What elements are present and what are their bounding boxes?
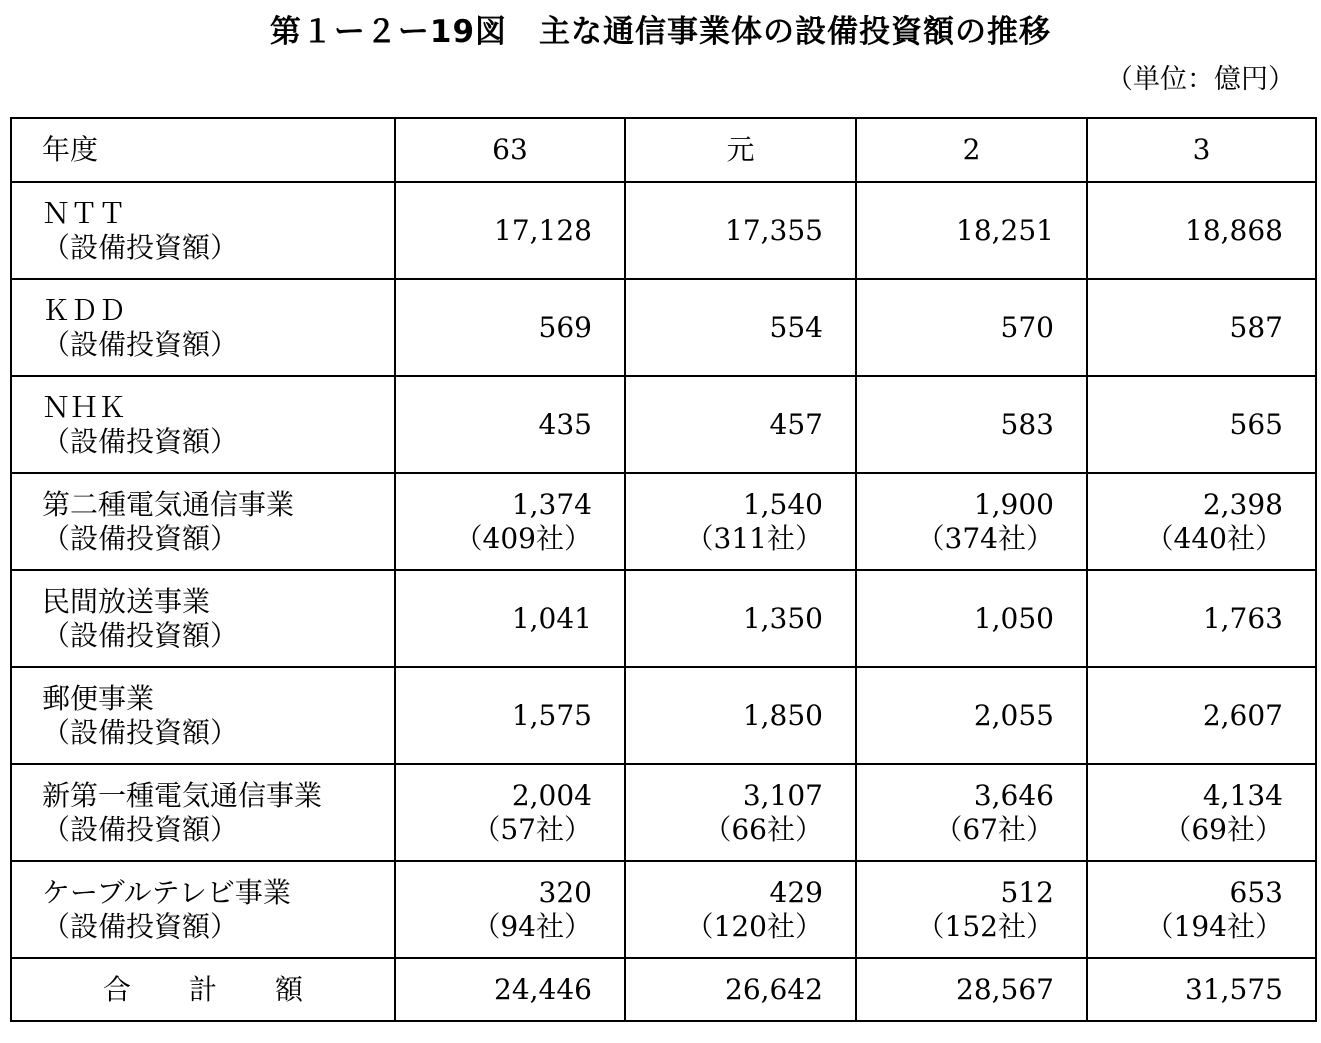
investment-value: 1,763 xyxy=(1202,601,1283,635)
row-name: ケーブルテレビ事業 xyxy=(42,875,291,909)
row-label-cell xyxy=(11,667,395,764)
unit-label: （単位：億円） xyxy=(1106,64,1295,95)
investment-value: 1,575 xyxy=(511,698,592,732)
company-count: （194社） xyxy=(1145,909,1283,943)
value-cell xyxy=(1087,861,1316,958)
value-cell xyxy=(625,376,856,473)
investment-value: 583 xyxy=(1000,407,1054,441)
value-cell xyxy=(395,279,625,376)
investment-value: 2,398 xyxy=(1202,487,1283,521)
total-value: 28,567 xyxy=(856,958,1087,1021)
row-subtitle: （設備投資額） xyxy=(42,424,239,458)
investment-value: 2,055 xyxy=(973,698,1054,732)
value-cell xyxy=(395,570,625,667)
company-count: （311社） xyxy=(685,521,823,555)
investment-value: 17,128 xyxy=(494,213,592,247)
value-cell xyxy=(856,182,1087,279)
year-header-cell xyxy=(11,118,395,182)
investment-value: 569 xyxy=(538,310,592,344)
company-count: （57社） xyxy=(472,812,592,846)
value-cell xyxy=(625,764,856,861)
total-value: 31,575 xyxy=(1087,958,1316,1021)
year-header-gan: 元 xyxy=(625,118,856,182)
row-name: 民間放送事業 xyxy=(42,584,211,618)
investment-value: 653 xyxy=(1229,875,1283,909)
value-cell xyxy=(1087,667,1316,764)
investment-value: 570 xyxy=(1000,310,1054,344)
investment-value: 1,850 xyxy=(742,698,823,732)
total-value: 24,446 xyxy=(395,958,625,1021)
year-header-63: 63 xyxy=(395,118,625,182)
value-cell xyxy=(1087,764,1316,861)
row-label-cell xyxy=(11,570,395,667)
company-count: （66社） xyxy=(703,812,823,846)
company-count: （374社） xyxy=(916,521,1054,555)
row-subtitle: （設備投資額） xyxy=(42,812,239,846)
row-subtitle: （設備投資額） xyxy=(42,618,239,652)
investment-value: 3,107 xyxy=(742,778,823,812)
year-header-2: 2 xyxy=(856,118,1087,182)
value-cell xyxy=(1087,279,1316,376)
value-cell xyxy=(1087,182,1316,279)
value-cell xyxy=(856,570,1087,667)
table-row xyxy=(11,376,1316,473)
row-subtitle: （設備投資額） xyxy=(42,327,239,361)
total-label: 合計額 xyxy=(11,958,395,1021)
table-row xyxy=(11,570,1316,667)
total-row xyxy=(11,958,1316,1021)
investment-value: 512 xyxy=(1000,875,1054,909)
row-name: 新第一種電気通信事業 xyxy=(42,778,323,812)
investment-value: 18,251 xyxy=(956,213,1054,247)
table-row xyxy=(11,182,1316,279)
investment-value: 1,540 xyxy=(742,487,823,521)
value-cell xyxy=(625,279,856,376)
company-count: （120社） xyxy=(685,909,823,943)
row-subtitle: （設備投資額） xyxy=(42,230,239,264)
value-cell xyxy=(625,473,856,570)
investment-value: 320 xyxy=(538,875,592,909)
investment-value: 18,868 xyxy=(1185,213,1283,247)
value-cell xyxy=(625,861,856,958)
company-count: （69社） xyxy=(1163,812,1283,846)
row-subtitle: （設備投資額） xyxy=(42,909,239,943)
investment-value: 2,607 xyxy=(1202,698,1283,732)
row-label-cell xyxy=(11,182,395,279)
investment-value: 1,900 xyxy=(973,487,1054,521)
value-cell xyxy=(856,764,1087,861)
company-count: （67社） xyxy=(934,812,1054,846)
value-cell xyxy=(395,376,625,473)
value-cell xyxy=(625,667,856,764)
value-cell xyxy=(625,570,856,667)
year-header-3: 3 xyxy=(1087,118,1316,182)
investment-value: 17,355 xyxy=(725,213,823,247)
row-label-cell xyxy=(11,861,395,958)
value-cell xyxy=(1087,376,1316,473)
investment-value: 435 xyxy=(538,407,592,441)
row-label-cell xyxy=(11,473,395,570)
row-subtitle: （設備投資額） xyxy=(42,521,239,555)
value-cell xyxy=(856,376,1087,473)
row-name: ＫＤＤ xyxy=(42,293,127,327)
year-header: 年度 xyxy=(42,133,99,166)
value-cell xyxy=(1087,473,1316,570)
value-cell xyxy=(395,861,625,958)
row-label-cell xyxy=(11,376,395,473)
investment-value: 457 xyxy=(769,407,823,441)
table-row xyxy=(11,861,1316,958)
investment-value: 1,050 xyxy=(973,601,1054,635)
table-row xyxy=(11,279,1316,376)
table-row xyxy=(11,667,1316,764)
investment-value: 4,134 xyxy=(1202,778,1283,812)
investment-table xyxy=(10,117,1317,1022)
investment-value: 565 xyxy=(1229,407,1283,441)
table-row xyxy=(11,764,1316,861)
value-cell xyxy=(625,182,856,279)
company-count: （152社） xyxy=(916,909,1054,943)
investment-value: 554 xyxy=(769,310,823,344)
investment-value: 1,350 xyxy=(742,601,823,635)
row-subtitle: （設備投資額） xyxy=(42,715,239,749)
investment-value: 587 xyxy=(1229,310,1283,344)
investment-value: 1,374 xyxy=(511,487,592,521)
row-name: ＮＴＴ xyxy=(42,196,127,230)
value-cell xyxy=(395,667,625,764)
investment-value: 2,004 xyxy=(511,778,592,812)
investment-value: 1,041 xyxy=(511,601,592,635)
total-value: 26,642 xyxy=(625,958,856,1021)
value-cell xyxy=(395,764,625,861)
value-cell xyxy=(395,182,625,279)
row-name: 郵便事業 xyxy=(42,681,155,715)
company-count: （94社） xyxy=(472,909,592,943)
row-name: 第二種電気通信事業 xyxy=(42,487,295,521)
header-row xyxy=(11,118,1316,182)
investment-value: 429 xyxy=(769,875,823,909)
page-title: 第１ー２ー19図 主な通信事業体の設備投資額の推移 xyxy=(269,14,1052,50)
row-label-cell xyxy=(11,279,395,376)
value-cell xyxy=(856,861,1087,958)
value-cell xyxy=(856,473,1087,570)
value-cell xyxy=(856,667,1087,764)
value-cell xyxy=(1087,570,1316,667)
row-name: ＮＨＫ xyxy=(42,390,127,424)
company-count: （440社） xyxy=(1145,521,1283,555)
value-cell xyxy=(856,279,1087,376)
investment-value: 3,646 xyxy=(973,778,1054,812)
value-cell xyxy=(395,473,625,570)
company-count: （409社） xyxy=(454,521,592,555)
table-row xyxy=(11,473,1316,570)
row-label-cell xyxy=(11,764,395,861)
